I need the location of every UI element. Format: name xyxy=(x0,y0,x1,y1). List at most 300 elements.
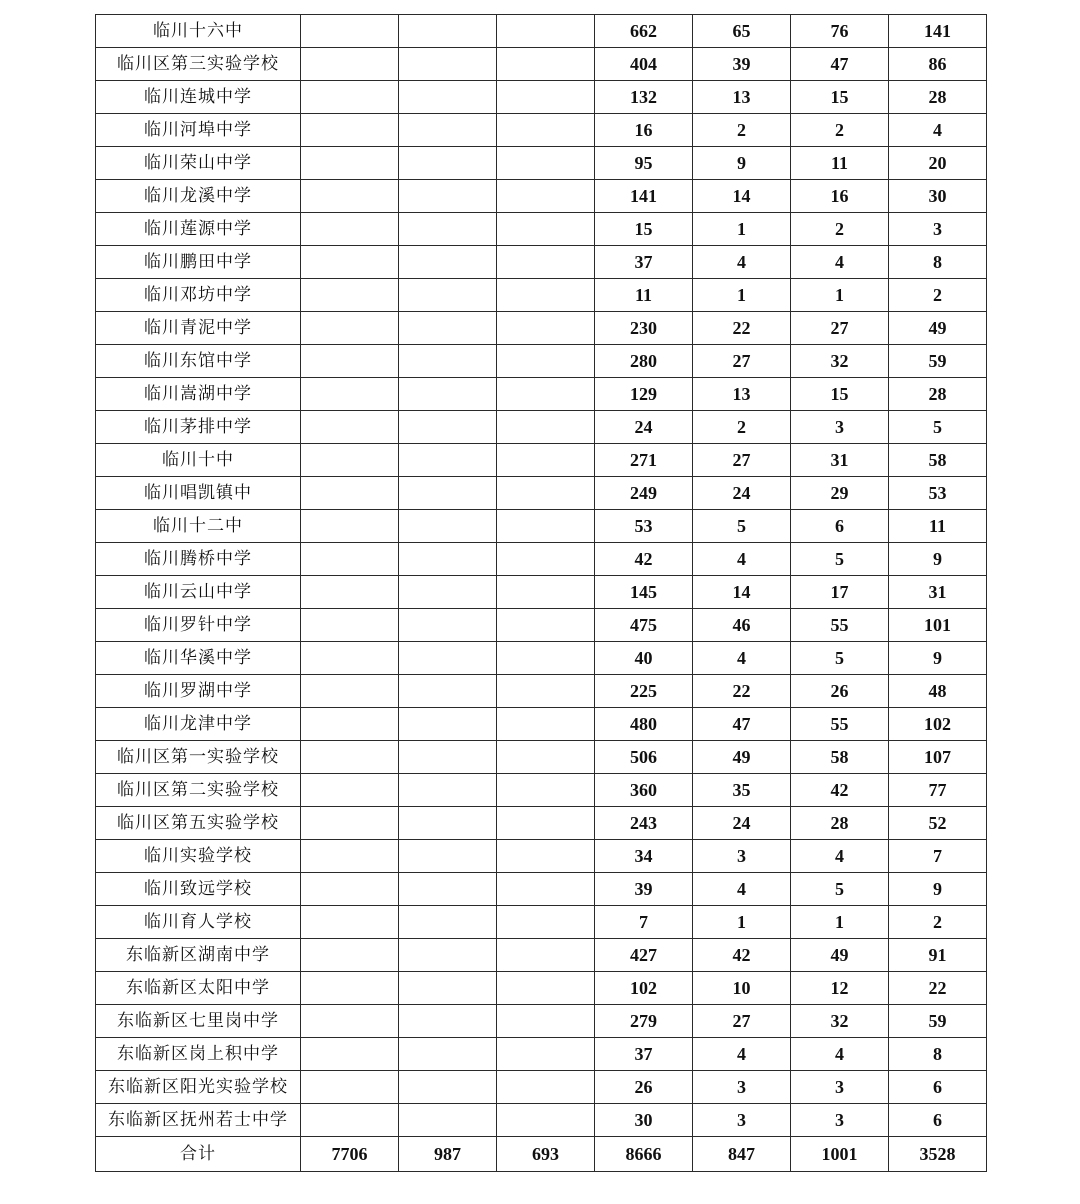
value-cell-c1 xyxy=(301,972,399,1005)
value-cell-c5: 1 xyxy=(693,906,791,939)
school-name-cell: 东临新区抚州若士中学 xyxy=(96,1104,301,1137)
value-cell-c4: 404 xyxy=(595,48,693,81)
value-cell-c2 xyxy=(399,114,497,147)
value-cell-c7: 11 xyxy=(889,510,987,543)
value-cell-c7: 101 xyxy=(889,609,987,642)
value-cell-c2 xyxy=(399,708,497,741)
value-cell-c7: 48 xyxy=(889,675,987,708)
value-cell-c7: 3528 xyxy=(889,1137,987,1172)
school-name-cell: 东临新区岗上积中学 xyxy=(96,1038,301,1071)
value-cell-c5: 4 xyxy=(693,1038,791,1071)
value-cell-c3 xyxy=(497,543,595,576)
value-cell-c3 xyxy=(497,1038,595,1071)
value-cell-c5: 39 xyxy=(693,48,791,81)
value-cell-c7: 7 xyxy=(889,840,987,873)
value-cell-c5: 4 xyxy=(693,873,791,906)
value-cell-c1 xyxy=(301,15,399,48)
school-name-cell: 临川育人学校 xyxy=(96,906,301,939)
table-row xyxy=(96,1038,987,1071)
value-cell-c2 xyxy=(399,873,497,906)
school-name-cell: 临川十中 xyxy=(96,444,301,477)
value-cell-c1 xyxy=(301,642,399,675)
value-cell-c3 xyxy=(497,1005,595,1038)
value-cell-c7: 30 xyxy=(889,180,987,213)
value-cell-c4: 225 xyxy=(595,675,693,708)
value-cell-c6: 32 xyxy=(791,1005,889,1038)
school-name-cell: 临川区第三实验学校 xyxy=(96,48,301,81)
school-name-cell: 东临新区七里岗中学 xyxy=(96,1005,301,1038)
school-name-cell: 临川十二中 xyxy=(96,510,301,543)
value-cell-c7: 107 xyxy=(889,741,987,774)
value-cell-c1 xyxy=(301,708,399,741)
value-cell-c6: 76 xyxy=(791,15,889,48)
value-cell-c5: 847 xyxy=(693,1137,791,1172)
value-cell-c5: 24 xyxy=(693,477,791,510)
value-cell-c6: 17 xyxy=(791,576,889,609)
value-cell-c1 xyxy=(301,1104,399,1137)
table-row xyxy=(96,81,987,114)
value-cell-c7: 77 xyxy=(889,774,987,807)
value-cell-c1 xyxy=(301,279,399,312)
value-cell-c3 xyxy=(497,873,595,906)
value-cell-c2 xyxy=(399,147,497,180)
value-cell-c2 xyxy=(399,807,497,840)
value-cell-c5: 4 xyxy=(693,246,791,279)
value-cell-c1 xyxy=(301,939,399,972)
value-cell-c6: 47 xyxy=(791,48,889,81)
value-cell-c7: 141 xyxy=(889,15,987,48)
value-cell-c3 xyxy=(497,312,595,345)
value-cell-c6: 28 xyxy=(791,807,889,840)
table-row xyxy=(96,873,987,906)
value-cell-c1 xyxy=(301,48,399,81)
value-cell-c2 xyxy=(399,1104,497,1137)
value-cell-c5: 2 xyxy=(693,411,791,444)
value-cell-c3 xyxy=(497,48,595,81)
table-row xyxy=(96,708,987,741)
value-cell-c1 xyxy=(301,807,399,840)
value-cell-c4: 102 xyxy=(595,972,693,1005)
table-row xyxy=(96,906,987,939)
value-cell-c2 xyxy=(399,675,497,708)
value-cell-c4: 427 xyxy=(595,939,693,972)
value-cell-c4: 16 xyxy=(595,114,693,147)
value-cell-c5: 10 xyxy=(693,972,791,1005)
school-name-cell: 临川莲源中学 xyxy=(96,213,301,246)
table-row xyxy=(96,840,987,873)
value-cell-c7: 4 xyxy=(889,114,987,147)
value-cell-c2 xyxy=(399,1038,497,1071)
table-row xyxy=(96,510,987,543)
value-cell-c2 xyxy=(399,378,497,411)
value-cell-c3 xyxy=(497,180,595,213)
value-cell-c4: 7 xyxy=(595,906,693,939)
value-cell-c7: 3 xyxy=(889,213,987,246)
value-cell-c4: 11 xyxy=(595,279,693,312)
school-name-cell: 东临新区太阳中学 xyxy=(96,972,301,1005)
value-cell-c2: 987 xyxy=(399,1137,497,1172)
value-cell-c6: 49 xyxy=(791,939,889,972)
value-cell-c3 xyxy=(497,840,595,873)
value-cell-c4: 132 xyxy=(595,81,693,114)
value-cell-c6: 15 xyxy=(791,81,889,114)
value-cell-c3 xyxy=(497,114,595,147)
value-cell-c7: 59 xyxy=(889,1005,987,1038)
value-cell-c2 xyxy=(399,642,497,675)
value-cell-c2 xyxy=(399,906,497,939)
school-name-cell: 临川荣山中学 xyxy=(96,147,301,180)
value-cell-c4: 480 xyxy=(595,708,693,741)
value-cell-c5: 3 xyxy=(693,1104,791,1137)
value-cell-c1 xyxy=(301,873,399,906)
table-row xyxy=(96,48,987,81)
value-cell-c6: 55 xyxy=(791,609,889,642)
value-cell-c3 xyxy=(497,477,595,510)
value-cell-c6: 1 xyxy=(791,906,889,939)
value-cell-c1 xyxy=(301,774,399,807)
school-name-cell: 临川东馆中学 xyxy=(96,345,301,378)
value-cell-c3 xyxy=(497,708,595,741)
value-cell-c2 xyxy=(399,774,497,807)
value-cell-c6: 4 xyxy=(791,246,889,279)
school-name-cell: 临川嵩湖中学 xyxy=(96,378,301,411)
value-cell-c2 xyxy=(399,543,497,576)
table-row xyxy=(96,576,987,609)
value-cell-c1: 7706 xyxy=(301,1137,399,1172)
value-cell-c6: 2 xyxy=(791,213,889,246)
value-cell-c6: 58 xyxy=(791,741,889,774)
table-row xyxy=(96,444,987,477)
school-name-cell: 临川致远学校 xyxy=(96,873,301,906)
value-cell-c4: 37 xyxy=(595,1038,693,1071)
value-cell-c6: 5 xyxy=(791,543,889,576)
value-cell-c5: 47 xyxy=(693,708,791,741)
table-row xyxy=(96,543,987,576)
value-cell-c4: 42 xyxy=(595,543,693,576)
school-name-cell: 临川青泥中学 xyxy=(96,312,301,345)
value-cell-c1 xyxy=(301,312,399,345)
value-cell-c5: 27 xyxy=(693,345,791,378)
value-cell-c3 xyxy=(497,807,595,840)
value-cell-c6: 42 xyxy=(791,774,889,807)
value-cell-c3 xyxy=(497,576,595,609)
school-name-cell: 临川唱凯镇中 xyxy=(96,477,301,510)
value-cell-c3 xyxy=(497,81,595,114)
table-row xyxy=(96,774,987,807)
table-row xyxy=(96,279,987,312)
value-cell-c7: 8 xyxy=(889,1038,987,1071)
value-cell-c1 xyxy=(301,576,399,609)
value-cell-c7: 58 xyxy=(889,444,987,477)
value-cell-c7: 49 xyxy=(889,312,987,345)
value-cell-c3 xyxy=(497,246,595,279)
value-cell-c7: 28 xyxy=(889,378,987,411)
value-cell-c2 xyxy=(399,180,497,213)
value-cell-c2 xyxy=(399,444,497,477)
value-cell-c7: 9 xyxy=(889,543,987,576)
school-name-cell: 临川区第一实验学校 xyxy=(96,741,301,774)
school-name-cell: 临川河埠中学 xyxy=(96,114,301,147)
value-cell-c7: 28 xyxy=(889,81,987,114)
value-cell-c7: 5 xyxy=(889,411,987,444)
value-cell-c5: 46 xyxy=(693,609,791,642)
table-row xyxy=(96,972,987,1005)
allocation-table xyxy=(95,14,987,1172)
value-cell-c7: 31 xyxy=(889,576,987,609)
value-cell-c6: 16 xyxy=(791,180,889,213)
value-cell-c7: 102 xyxy=(889,708,987,741)
value-cell-c4: 506 xyxy=(595,741,693,774)
table-row xyxy=(96,1104,987,1137)
value-cell-c3 xyxy=(497,675,595,708)
value-cell-c6: 31 xyxy=(791,444,889,477)
value-cell-c1 xyxy=(301,345,399,378)
value-cell-c3 xyxy=(497,411,595,444)
value-cell-c3 xyxy=(497,378,595,411)
table-row xyxy=(96,642,987,675)
value-cell-c6: 5 xyxy=(791,873,889,906)
value-cell-c7: 22 xyxy=(889,972,987,1005)
table-row xyxy=(96,312,987,345)
table-row xyxy=(96,741,987,774)
value-cell-c4: 129 xyxy=(595,378,693,411)
value-cell-c4: 475 xyxy=(595,609,693,642)
value-cell-c6: 55 xyxy=(791,708,889,741)
value-cell-c6: 11 xyxy=(791,147,889,180)
value-cell-c4: 34 xyxy=(595,840,693,873)
value-cell-c7: 86 xyxy=(889,48,987,81)
school-name-cell: 东临新区湖南中学 xyxy=(96,939,301,972)
value-cell-c1 xyxy=(301,246,399,279)
value-cell-c3 xyxy=(497,609,595,642)
value-cell-c6: 2 xyxy=(791,114,889,147)
table-row xyxy=(96,246,987,279)
table-row xyxy=(96,675,987,708)
value-cell-c2 xyxy=(399,609,497,642)
value-cell-c1 xyxy=(301,840,399,873)
value-cell-c7: 59 xyxy=(889,345,987,378)
value-cell-c3 xyxy=(497,741,595,774)
school-name-cell: 临川茅排中学 xyxy=(96,411,301,444)
value-cell-c3 xyxy=(497,774,595,807)
value-cell-c2 xyxy=(399,576,497,609)
value-cell-c1 xyxy=(301,411,399,444)
value-cell-c4: 662 xyxy=(595,15,693,48)
value-cell-c4: 8666 xyxy=(595,1137,693,1172)
value-cell-c5: 14 xyxy=(693,180,791,213)
value-cell-c5: 22 xyxy=(693,312,791,345)
value-cell-c4: 24 xyxy=(595,411,693,444)
value-cell-c7: 91 xyxy=(889,939,987,972)
value-cell-c5: 22 xyxy=(693,675,791,708)
school-name-cell: 临川区第二实验学校 xyxy=(96,774,301,807)
value-cell-c6: 1001 xyxy=(791,1137,889,1172)
value-cell-c1 xyxy=(301,378,399,411)
value-cell-c6: 5 xyxy=(791,642,889,675)
value-cell-c4: 26 xyxy=(595,1071,693,1104)
value-cell-c3 xyxy=(497,906,595,939)
school-name-cell: 临川腾桥中学 xyxy=(96,543,301,576)
value-cell-c1 xyxy=(301,543,399,576)
value-cell-c2 xyxy=(399,1071,497,1104)
value-cell-c3 xyxy=(497,279,595,312)
value-cell-c4: 141 xyxy=(595,180,693,213)
value-cell-c6: 3 xyxy=(791,411,889,444)
value-cell-c4: 40 xyxy=(595,642,693,675)
value-cell-c5: 4 xyxy=(693,543,791,576)
value-cell-c1 xyxy=(301,675,399,708)
table-row xyxy=(96,213,987,246)
value-cell-c5: 13 xyxy=(693,81,791,114)
value-cell-c5: 1 xyxy=(693,213,791,246)
value-cell-c4: 39 xyxy=(595,873,693,906)
value-cell-c5: 5 xyxy=(693,510,791,543)
value-cell-c4: 53 xyxy=(595,510,693,543)
table-row xyxy=(96,411,987,444)
value-cell-c3 xyxy=(497,15,595,48)
total-label: 合计 xyxy=(96,1137,301,1172)
table-row xyxy=(96,1005,987,1038)
value-cell-c5: 49 xyxy=(693,741,791,774)
value-cell-c3 xyxy=(497,642,595,675)
value-cell-c5: 35 xyxy=(693,774,791,807)
value-cell-c5: 4 xyxy=(693,642,791,675)
value-cell-c4: 280 xyxy=(595,345,693,378)
value-cell-c3 xyxy=(497,972,595,1005)
value-cell-c2 xyxy=(399,246,497,279)
value-cell-c7: 20 xyxy=(889,147,987,180)
school-name-cell: 临川龙津中学 xyxy=(96,708,301,741)
value-cell-c6: 4 xyxy=(791,840,889,873)
value-cell-c2 xyxy=(399,312,497,345)
value-cell-c3 xyxy=(497,1104,595,1137)
value-cell-c1 xyxy=(301,741,399,774)
value-cell-c6: 3 xyxy=(791,1071,889,1104)
value-cell-c1 xyxy=(301,81,399,114)
value-cell-c2 xyxy=(399,477,497,510)
value-cell-c1 xyxy=(301,1005,399,1038)
school-name-cell: 临川华溪中学 xyxy=(96,642,301,675)
table-row xyxy=(96,939,987,972)
value-cell-c6: 32 xyxy=(791,345,889,378)
value-cell-c4: 37 xyxy=(595,246,693,279)
value-cell-c7: 2 xyxy=(889,906,987,939)
value-cell-c5: 2 xyxy=(693,114,791,147)
value-cell-c2 xyxy=(399,345,497,378)
value-cell-c4: 230 xyxy=(595,312,693,345)
school-name-cell: 临川邓坊中学 xyxy=(96,279,301,312)
value-cell-c6: 29 xyxy=(791,477,889,510)
value-cell-c2 xyxy=(399,1005,497,1038)
value-cell-c2 xyxy=(399,81,497,114)
table-row xyxy=(96,1071,987,1104)
school-name-cell: 东临新区阳光实验学校 xyxy=(96,1071,301,1104)
value-cell-c2 xyxy=(399,213,497,246)
school-name-cell: 临川连城中学 xyxy=(96,81,301,114)
value-cell-c7: 52 xyxy=(889,807,987,840)
value-cell-c5: 3 xyxy=(693,840,791,873)
value-cell-c5: 14 xyxy=(693,576,791,609)
value-cell-c2 xyxy=(399,15,497,48)
value-cell-c7: 6 xyxy=(889,1071,987,1104)
value-cell-c6: 12 xyxy=(791,972,889,1005)
value-cell-c6: 26 xyxy=(791,675,889,708)
value-cell-c1 xyxy=(301,510,399,543)
value-cell-c4: 95 xyxy=(595,147,693,180)
table-row xyxy=(96,114,987,147)
value-cell-c6: 3 xyxy=(791,1104,889,1137)
value-cell-c3 xyxy=(497,510,595,543)
value-cell-c1 xyxy=(301,906,399,939)
school-name-cell: 临川鹏田中学 xyxy=(96,246,301,279)
value-cell-c3: 693 xyxy=(497,1137,595,1172)
value-cell-c4: 30 xyxy=(595,1104,693,1137)
value-cell-c1 xyxy=(301,147,399,180)
school-name-cell: 临川龙溪中学 xyxy=(96,180,301,213)
value-cell-c5: 3 xyxy=(693,1071,791,1104)
value-cell-c6: 27 xyxy=(791,312,889,345)
value-cell-c6: 6 xyxy=(791,510,889,543)
value-cell-c7: 53 xyxy=(889,477,987,510)
school-name-cell: 临川区第五实验学校 xyxy=(96,807,301,840)
value-cell-c6: 15 xyxy=(791,378,889,411)
value-cell-c5: 65 xyxy=(693,15,791,48)
table-row xyxy=(96,609,987,642)
value-cell-c4: 15 xyxy=(595,213,693,246)
table-row xyxy=(96,807,987,840)
value-cell-c3 xyxy=(497,1071,595,1104)
value-cell-c7: 9 xyxy=(889,873,987,906)
value-cell-c3 xyxy=(497,345,595,378)
value-cell-c2 xyxy=(399,840,497,873)
school-name-cell: 临川十六中 xyxy=(96,15,301,48)
table-row xyxy=(96,345,987,378)
value-cell-c5: 27 xyxy=(693,444,791,477)
value-cell-c5: 42 xyxy=(693,939,791,972)
value-cell-c5: 24 xyxy=(693,807,791,840)
value-cell-c2 xyxy=(399,411,497,444)
value-cell-c3 xyxy=(497,147,595,180)
value-cell-c1 xyxy=(301,114,399,147)
school-name-cell: 临川罗针中学 xyxy=(96,609,301,642)
table-row xyxy=(96,378,987,411)
value-cell-c2 xyxy=(399,939,497,972)
value-cell-c7: 8 xyxy=(889,246,987,279)
value-cell-c1 xyxy=(301,1071,399,1104)
value-cell-c4: 243 xyxy=(595,807,693,840)
value-cell-c7: 2 xyxy=(889,279,987,312)
school-name-cell: 临川实验学校 xyxy=(96,840,301,873)
value-cell-c4: 271 xyxy=(595,444,693,477)
value-cell-c3 xyxy=(497,213,595,246)
value-cell-c5: 9 xyxy=(693,147,791,180)
value-cell-c2 xyxy=(399,510,497,543)
value-cell-c2 xyxy=(399,741,497,774)
value-cell-c7: 6 xyxy=(889,1104,987,1137)
value-cell-c4: 279 xyxy=(595,1005,693,1038)
table-row xyxy=(96,477,987,510)
value-cell-c1 xyxy=(301,180,399,213)
value-cell-c2 xyxy=(399,279,497,312)
value-cell-c6: 4 xyxy=(791,1038,889,1071)
value-cell-c1 xyxy=(301,444,399,477)
value-cell-c1 xyxy=(301,477,399,510)
value-cell-c4: 145 xyxy=(595,576,693,609)
table-body xyxy=(96,15,987,1172)
value-cell-c1 xyxy=(301,1038,399,1071)
total-row xyxy=(96,1137,987,1172)
school-name-cell: 临川罗湖中学 xyxy=(96,675,301,708)
